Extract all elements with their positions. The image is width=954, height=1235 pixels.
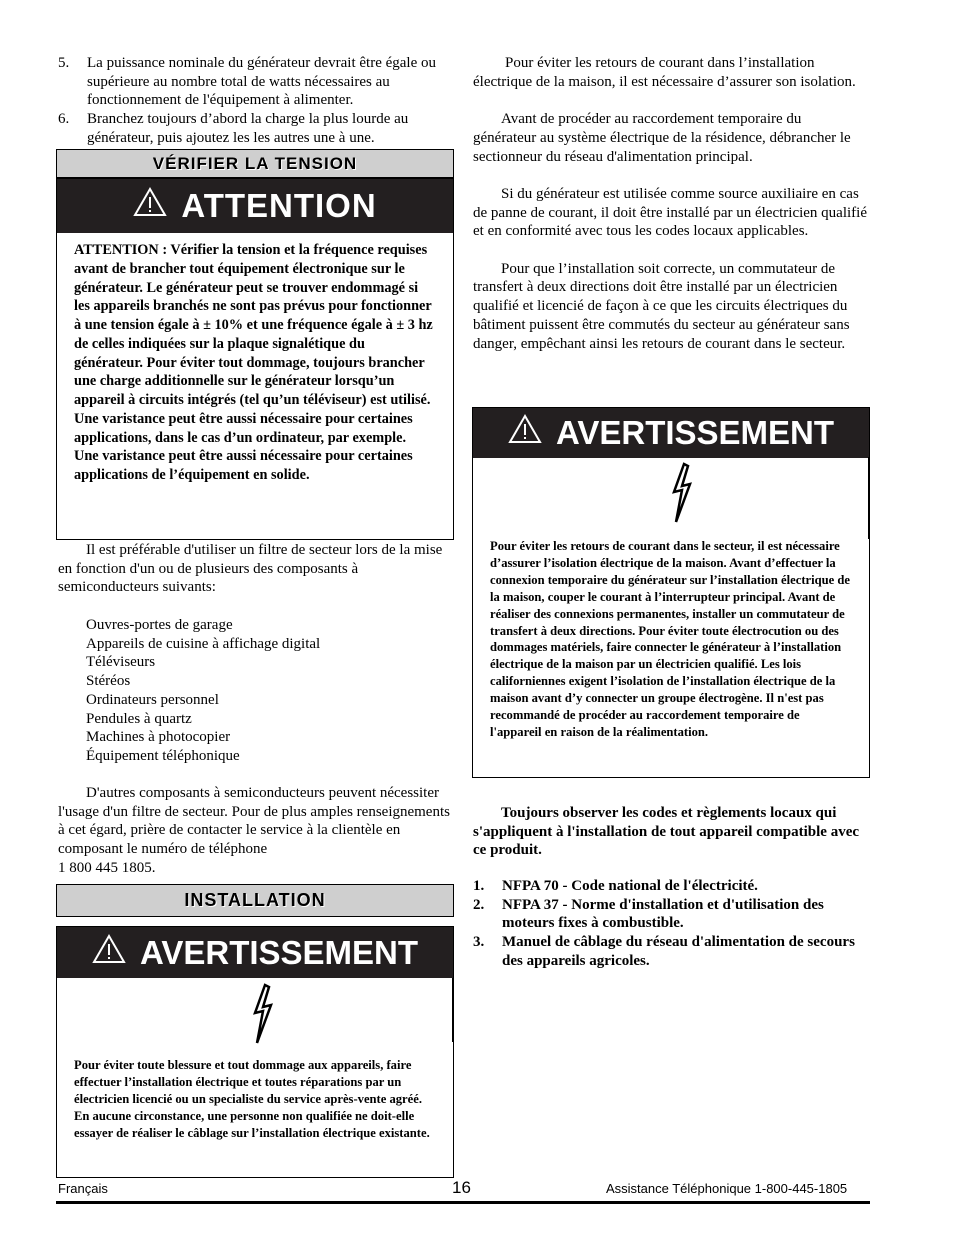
list-item (473, 896, 867, 933)
codes-paragraph (473, 804, 867, 860)
footer-rule (56, 1201, 870, 1204)
lightning-bolt-icon (666, 462, 696, 529)
warning-triangle-icon (133, 187, 167, 225)
divider (868, 457, 870, 539)
attention-text: ATTENTION : Vérifier la tension et la fréquence requises avant de brancher tout équipement électronique sur le générateur. Le générateur peut se trouver endommagé si les appareils branchés ne sont pas prévus pour fonctionner à une tension égale à ± 10% et une fréquence égale à ± 3 hz de celles indiquées sur la plaque signalétique du générateur. Pour éviter tout dommage, toujours brancher une charge additionnelle sur le générateur lorsqu’un appareil à circuits intégrés (tel qu’un téléviseur) est utilisé. Une varistance peut être aussi nécessaire pour certaines applications, dans le cas d’un ordinateur, par exemple. Une varistance peut être aussi nécessaire pour certaines applications de l’équipement en solide. (74, 242, 433, 483)
page-number: 16 (452, 1178, 471, 1197)
list-number: 3. (473, 934, 485, 951)
footer-assistance: Assistance Téléphonique 1-800-445-1805 (606, 1181, 848, 1196)
paragraph: Si du générateur est utilisée comme source auxiliaire en cas de panne de courant, il doit être installé par un électricien qualifié et en conformité avec tous les codes locaux applicables. (473, 185, 867, 240)
list-number: 1. (473, 878, 485, 894)
list-text: La puissance nominale du générateur devrait être égale ou supérieure au nombre total de watts nécessaires au fonctionnement de l'équipement à alimenter. (87, 55, 437, 109)
list-number: 2. (473, 896, 485, 913)
list-item: Pendules à quartz (86, 710, 192, 727)
warning-banner (57, 927, 453, 978)
warning-triangle-icon (92, 934, 126, 972)
list-item: Ordinateurs personnel (86, 691, 219, 708)
list-item-6 (58, 110, 450, 147)
other-components-text: D'autres composants à semiconducteurs peuvent nécessiter l'usage d'un filtre de secteur. Pour de plus amples renseignements à cet égard, prière de contacter le service à la clientèle en composant le numéro de téléphone (58, 785, 450, 858)
list-text: Branchez toujours d’abord la charge la plus lourde au générateur, puis ajoutez les les autres une à une. (87, 111, 409, 146)
codes-list (473, 877, 867, 971)
list-item: Stéréos (86, 673, 131, 690)
warning-title: AVERTISSEMENT (139, 933, 419, 971)
lightning-bolt-icon (247, 983, 277, 1050)
component-list (86, 616, 446, 766)
section-heading-text: VÉRIFIER LA TENSION (152, 153, 358, 173)
list-text: Manuel de câblage du réseau d'alimentation de secours des appareils agricoles. (502, 934, 855, 969)
list-item: Téléviseurs (86, 654, 156, 671)
section-heading-text: INSTALLATION (184, 890, 326, 910)
filter-paragraph (58, 541, 452, 597)
section-heading-verify-voltage (56, 149, 454, 178)
list-text: NFPA 37 - Norme d'installation et d'utilisation des moteurs fixes à combustible. (502, 896, 824, 932)
attention-title: ATTENTION (181, 187, 377, 224)
warning-title: AVERTISSEMENT (555, 414, 835, 451)
divider (452, 978, 454, 1042)
footer-language: Français (58, 1181, 108, 1196)
warning-triangle-icon (508, 414, 542, 452)
list-item: Ouvres-portes de garage (86, 617, 233, 633)
filter-paragraph-text: Il est préférable d'utiliser un filtre de secteur lors de la mise en fonction d'un ou de plusieurs des composants à semiconducteurs suivants: (58, 542, 443, 596)
list-number: 6. (58, 111, 70, 127)
list-item: Équipement téléphonique (86, 747, 240, 764)
list-item: Appareils de cuisine à affichage digital (86, 635, 321, 652)
other-components-paragraph (58, 784, 452, 878)
warning-text: Pour éviter les retours de courant dans le secteur, il est nécessaire d’assurer l’isolation électrique de la maison. Avant d’effectuer la connexion temporaire du générateur sur l’installation électrique de la maison, couper le courant à l’interrupteur principal. Avant de réaliser des connexions permanentes, installer un commutateur de transfert à deux directions. Pour éviter toute électrocution ou des dommages matériels, faire connecter le générateur à l’installation électrique de la maison par un électricien qualifié. Les lois californiennes exigent l’isolation de l’installation électrique de la maison avant d’y connecter un groupe électrogène. Il n'est pas recommandé de procéder au raccordement temporaire de l'appareil en raison de la réalimentation. (490, 539, 850, 739)
section-heading-installation (56, 884, 454, 917)
attention-box (56, 178, 454, 540)
list-item-5 (58, 54, 450, 110)
attention-banner (57, 179, 453, 233)
codes-intro: Toujours observer les codes et règlements locaux qui s'appliquent à l'installation de tout appareil compatible avec ce produit. (473, 805, 860, 859)
warning-text: Pour éviter toute blessure et tout dommage aux appareils, faire effectuer l’installation électrique et toutes réparations par un électricien licencié ou un specialiste du service après-vente agréé. En aucune circonstance, une personne non qualifiée ne doit-elle essayer de réaliser le câblage sur l’installation électrique existante. (74, 1058, 430, 1140)
list-item: Machines à photocopier (86, 729, 231, 746)
backfeed-warning-box (472, 407, 870, 778)
list-item (473, 877, 867, 896)
paragraph: Pour que l’installation soit correcte, un commutateur de transfert à deux directions doit être installé par un électricien qualifié et licencié de façon à ce que les circuits électriques du bâtiment puissent être commutés du secteur au générateur sans danger, empêchant ainsi les retours de courant dans le secteur. (473, 260, 850, 352)
paragraph: Pour éviter les retours de courant dans l’installation électrique de la maison, il est nécessaire d’assurer son isolation. (473, 55, 856, 90)
list-number: 5. (58, 55, 70, 71)
installation-warning-box (56, 926, 454, 1178)
warning-banner (473, 408, 869, 458)
phone-number: 1 800 445 1805. (58, 859, 156, 876)
right-paragraphs (473, 54, 867, 353)
list-item (473, 933, 867, 970)
list-text: NFPA 70 - Code national de l'électricité. (502, 878, 758, 894)
paragraph: Avant de procéder au raccordement temporaire du générateur au système électrique de la résidence, débrancher le sectionneur du réseau d'alimentation principal. (473, 111, 851, 165)
